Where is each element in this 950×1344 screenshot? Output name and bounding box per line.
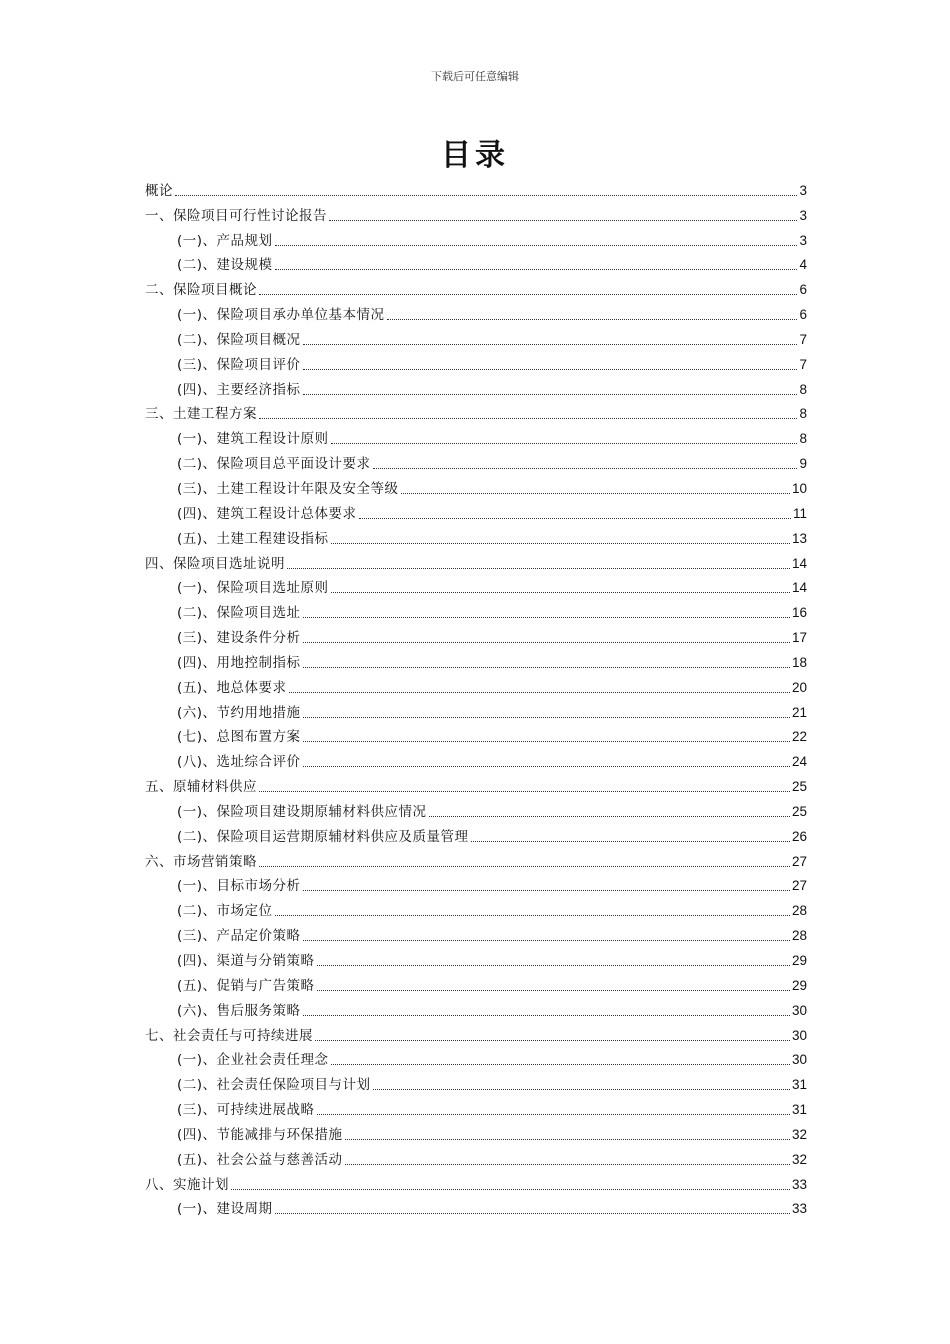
toc-dot-leader [303,394,798,395]
toc-dot-leader [303,890,790,891]
toc-entry[interactable] [145,549,807,574]
toc-entry[interactable] [145,574,807,599]
toc-entry-label: (一)、保险项目承办单位基本情况 [177,307,385,324]
toc-entry-page-number: 31 [791,1077,807,1093]
toc-entry[interactable] [145,598,807,623]
toc-entry[interactable] [145,698,807,723]
toc-entry-page-number: 30 [791,1052,807,1068]
toc-dot-leader [387,319,798,320]
toc-dot-leader [471,841,790,842]
toc-entry[interactable] [145,1070,807,1095]
toc-dot-leader [303,617,790,618]
toc-entry-label: (一)、目标市场分析 [177,878,301,895]
toc-entry[interactable] [145,623,807,648]
toc-dot-leader [331,543,790,544]
toc-entry-page-number: 8 [799,381,807,397]
toc-dot-leader [303,940,790,941]
toc-entry-page-number: 18 [791,654,807,670]
toc-entry-label: (二)、保险项目总平面设计要求 [177,456,371,473]
toc-dot-leader [373,468,798,469]
toc-entry-label: (二)、保险项目概况 [177,331,301,348]
toc-dot-leader [429,816,790,817]
toc-entry[interactable] [145,946,807,971]
toc-dot-leader [259,866,790,867]
toc-entry-label: 一、保险项目可行性讨论报告 [145,207,327,224]
toc-entry-page-number: 11 [792,505,807,521]
toc-dot-leader [331,443,798,444]
toc-dot-leader [345,1164,790,1165]
toc-entry[interactable] [145,723,807,748]
toc-entry-label: 概论 [145,182,173,199]
toc-entry-label: (一)、保险项目选址原则 [177,580,329,597]
toc-entry[interactable] [145,996,807,1021]
toc-entry[interactable] [145,350,807,375]
toc-dot-leader [317,965,790,966]
toc-entry-page-number: 28 [791,903,807,919]
toc-entry[interactable] [145,449,807,474]
toc-entry[interactable] [145,1145,807,1170]
toc-entry-label: (二)、保险项目运营期原辅材料供应及质量管理 [177,828,469,845]
toc-entry-page-number: 25 [791,779,807,795]
toc-entry-label: (四)、主要经济指标 [177,381,301,398]
toc-dot-leader [315,1040,790,1041]
toc-entry-label: (一)、建设周期 [177,1201,273,1218]
toc-entry[interactable] [145,772,807,797]
toc-entry-page-number: 27 [791,878,807,894]
toc-dot-leader [329,220,797,221]
toc-entry-label: (二)、社会责任保险项目与计划 [177,1077,371,1094]
toc-dot-leader [317,990,790,991]
toc-entry[interactable] [145,400,807,425]
toc-entry-label: (八)、选址综合评价 [177,754,301,771]
toc-dot-leader [259,294,797,295]
toc-entry-page-number: 33 [791,1201,807,1217]
toc-entry-page-number: 29 [791,977,807,993]
toc-entry-page-number: 6 [799,282,807,298]
toc-dot-leader [331,1064,790,1065]
toc-entry[interactable] [145,971,807,996]
toc-entry-label: (一)、企业社会责任理念 [177,1052,329,1069]
toc-entry-label: (六)、售后服务策略 [177,1002,301,1019]
toc-entry-label: (三)、产品定价策略 [177,928,301,945]
toc-entry[interactable] [145,1195,807,1220]
toc-entry[interactable] [145,251,807,276]
toc-entry-page-number: 31 [791,1102,807,1118]
toc-entry-page-number: 13 [791,530,807,546]
toc-entry-label: (七)、总图布置方案 [177,729,301,746]
toc-entry-label: 八、实施计划 [145,1176,229,1193]
toc-dot-leader [303,369,798,370]
toc-entry-page-number: 7 [799,356,807,372]
toc-entry-label: (一)、保险项目建设期原辅材料供应情况 [177,803,427,820]
toc-entry-page-number: 33 [791,1176,807,1192]
toc-dot-leader [303,344,798,345]
toc-dot-leader [303,766,790,767]
toc-entry[interactable] [145,847,807,872]
toc-entry[interactable] [145,1120,807,1145]
toc-entry[interactable] [145,1046,807,1071]
toc-entry[interactable] [145,822,807,847]
toc-entry-page-number: 32 [791,1151,807,1167]
toc-entry-label: 三、土建工程方案 [145,406,257,423]
toc-dot-leader [231,1189,790,1190]
toc-entry[interactable] [145,1095,807,1120]
toc-entry[interactable] [145,474,807,499]
toc-entry-page-number: 30 [791,1027,807,1043]
toc-entry-page-number: 3 [799,182,807,198]
toc-entry-page-number: 26 [791,828,807,844]
toc-entry[interactable] [145,201,807,226]
toc-entry-label: 六、市场营销策略 [145,853,257,870]
toc-entry-label: (五)、促销与广告策略 [177,977,315,994]
toc-entry[interactable] [145,1021,807,1046]
toc-entry-page-number: 16 [791,605,807,621]
toc-entry-page-number: 25 [791,803,807,819]
toc-entry-label: (五)、地总体要求 [177,679,287,696]
toc-dot-leader [275,245,798,246]
toc-entry[interactable] [145,872,807,897]
toc-entry[interactable] [145,1170,807,1195]
toc-entry[interactable] [145,797,807,822]
toc-entry-page-number: 6 [799,307,807,323]
toc-entry-label: (五)、土建工程建设指标 [177,530,329,547]
toc-entry-label: (三)、建设条件分析 [177,630,301,647]
toc-dot-leader [401,493,790,494]
toc-entry[interactable] [145,275,807,300]
toc-entry-page-number: 7 [799,331,807,347]
toc-entry-page-number: 28 [791,928,807,944]
toc-dot-leader [373,1089,790,1090]
toc-entry-page-number: 10 [791,480,807,496]
toc-dot-leader [331,592,790,593]
toc-entry[interactable] [145,176,807,201]
toc-entry[interactable] [145,499,807,524]
toc-entry-label: (四)、用地控制指标 [177,654,301,671]
toc-entry-label: (一)、建筑工程设计原则 [177,431,329,448]
toc-dot-leader [303,667,790,668]
toc-entry-page-number: 20 [791,679,807,695]
toc-entry-page-number: 14 [791,580,807,596]
toc-entry-page-number: 29 [791,953,807,968]
toc-dot-leader [275,1213,790,1214]
toc-entry[interactable] [145,921,807,946]
toc-entry-label: (二)、建设规模 [177,257,273,274]
toc-dot-leader [259,418,797,419]
toc-entry-label: (三)、土建工程设计年限及安全等级 [177,480,399,497]
toc-dot-leader [289,692,790,693]
toc-entry[interactable] [145,648,807,673]
toc-entry-page-number: 30 [791,1002,807,1018]
toc-dot-leader [259,791,790,792]
toc-entry-page-number: 32 [791,1126,807,1142]
toc-dot-leader [287,568,790,569]
toc-entry[interactable] [145,226,807,251]
toc-dot-leader [359,518,791,519]
toc-entry-page-number: 21 [791,704,807,720]
toc-entry-label: 七、社会责任与可持续进展 [145,1027,313,1044]
toc-entry-page-number: 27 [791,853,807,869]
toc-title: 目录 [441,138,509,173]
toc-dot-leader [275,269,798,270]
toc-entry-label: (一)、产品规划 [177,232,273,249]
toc-dot-leader [175,195,797,196]
toc-dot-leader [303,1015,790,1016]
toc-entry[interactable] [145,424,807,449]
toc-entry-label: 五、原辅材料供应 [145,779,257,796]
toc-entry-page-number: 24 [791,754,807,770]
toc-dot-leader [275,915,790,916]
toc-entry-label: (四)、节能减排与环保措施 [177,1126,343,1143]
toc-entry[interactable] [145,300,807,325]
toc-entry[interactable] [145,896,807,921]
toc-entry[interactable] [145,325,807,350]
toc-entry-label: 四、保险项目选址说明 [145,555,285,572]
toc-entry[interactable] [145,375,807,400]
toc-entry-page-number: 8 [799,431,807,447]
toc-entry-label: (五)、社会公益与慈善活动 [177,1151,343,1168]
toc-entry-label: 二、保险项目概论 [145,282,257,299]
toc-dot-leader [303,717,790,718]
toc-entry-page-number: 22 [791,729,807,745]
toc-entry-label: (六)、节约用地措施 [177,704,301,721]
toc-entry-label: (三)、可持续进展战略 [177,1102,315,1119]
header-note: 下载后可任意编辑 [431,70,519,83]
toc-dot-leader [303,741,790,742]
toc-dot-leader [317,1114,790,1115]
toc-entry[interactable] [145,524,807,549]
toc-entry-page-number: 9 [799,456,807,472]
toc-entry[interactable] [145,673,807,698]
toc-entry-page-number: 3 [799,207,807,223]
toc-entry-label: (三)、保险项目评价 [177,356,301,373]
toc-entry-page-number: 14 [791,555,807,571]
toc-entry-page-number: 4 [799,257,807,273]
table-of-contents [145,176,807,1219]
toc-entry-label: (四)、渠道与分销策略 [177,953,315,969]
toc-entry-page-number: 17 [791,630,807,646]
toc-dot-leader [303,642,790,643]
toc-entry-label: (四)、建筑工程设计总体要求 [177,505,357,522]
toc-entry-page-number: 8 [799,406,807,422]
toc-entry-page-number: 3 [799,232,807,248]
toc-entry-label: (二)、市场定位 [177,903,273,920]
toc-entry-label: (二)、保险项目选址 [177,605,301,622]
toc-entry[interactable] [145,747,807,772]
toc-dot-leader [345,1139,790,1140]
